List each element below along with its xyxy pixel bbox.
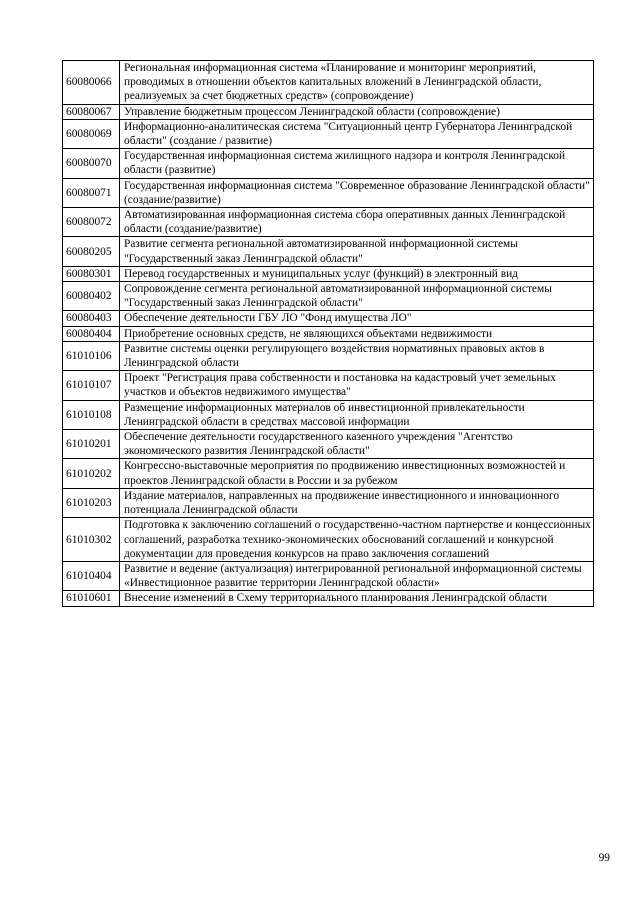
row-name: Развитие сегмента региональной автоматизированной информационной системы "Государственный заказ Ленинградской области"	[120, 237, 594, 266]
row-name: Размещение информационных материалов об инвестиционной привлекательности Ленинградской области в средствах массовой информации	[120, 400, 594, 429]
row-name: Управление бюджетным процессом Ленинградской области (сопровождение)	[120, 104, 594, 119]
table-row	[63, 266, 594, 281]
row-code: 61010601	[63, 591, 120, 606]
row-code: 61010107	[63, 371, 120, 400]
table-row	[63, 459, 594, 488]
row-code: 60080301	[63, 266, 120, 281]
table-row	[63, 326, 594, 341]
row-code: 60080402	[63, 282, 120, 311]
budget-codes-table	[62, 60, 594, 607]
table-row	[63, 61, 594, 105]
row-name: Обеспечение деятельности государственного казенного учреждения "Агентство экономического развития Ленинградской области"	[120, 430, 594, 459]
row-name: Подготовка к заключению соглашений о государственно-частном партнерстве и концессионных соглашений, разработка технико-экономических обоснований соглашений и конкурсной документации для проведения конкурсов на право заключения соглашений	[120, 518, 594, 562]
row-code: 61010201	[63, 430, 120, 459]
row-code: 60080404	[63, 326, 120, 341]
table-row	[63, 178, 594, 207]
row-name: Автоматизированная информационная система сбора оперативных данных Ленинградской области (создание/развитие)	[120, 208, 594, 237]
page-number: 99	[598, 852, 610, 864]
table-row	[63, 311, 594, 326]
row-name: Обеспечение деятельности ГБУ ЛО "Фонд имущества ЛО"	[120, 311, 594, 326]
row-code: 61010108	[63, 400, 120, 429]
table-row	[63, 561, 594, 590]
table-row	[63, 104, 594, 119]
row-code: 60080205	[63, 237, 120, 266]
table-row	[63, 430, 594, 459]
table-row	[63, 341, 594, 370]
row-name: Государственная информационная система "Современное образование Ленинградской области" (создание/развитие)	[120, 178, 594, 207]
table-row	[63, 237, 594, 266]
table-row	[63, 208, 594, 237]
row-name: Сопровождение сегмента региональной автоматизированной информационной системы "Государственный заказ Ленинградской области"	[120, 282, 594, 311]
row-name: Конгрессно-выставочные мероприятия по продвижению инвестиционных возможностей и проектов Ленинградской области в России и за рубежом	[120, 459, 594, 488]
row-code: 61010302	[63, 518, 120, 562]
table-row	[63, 119, 594, 148]
row-name: Приобретение основных средств, не являющихся объектами недвижимости	[120, 326, 594, 341]
table-body	[63, 61, 594, 607]
row-code: 60080403	[63, 311, 120, 326]
row-code: 60080070	[63, 149, 120, 178]
row-name: Издание материалов, направленных на продвижение инвестиционного и инновационного потенциала Ленинградской области	[120, 488, 594, 517]
row-code: 60080072	[63, 208, 120, 237]
table-row	[63, 400, 594, 429]
row-name: Государственная информационная система жилищного надзора и контроля Ленинградской области (развитие)	[120, 149, 594, 178]
table-row	[63, 488, 594, 517]
row-code: 60080067	[63, 104, 120, 119]
row-code: 61010404	[63, 561, 120, 590]
row-name: Развитие и ведение (актуализация) интегрированной региональной информационной системы «Инвестиционное развитие территории Ленинградской области»	[120, 561, 594, 590]
table-row	[63, 591, 594, 606]
row-code: 61010202	[63, 459, 120, 488]
table-row	[63, 149, 594, 178]
row-name: Внесение изменений в Схему территориального планирования Ленинградской области	[120, 591, 594, 606]
row-code: 60080071	[63, 178, 120, 207]
table-row	[63, 282, 594, 311]
row-code: 60080066	[63, 61, 120, 105]
table-row	[63, 518, 594, 562]
row-name: Региональная информационная система «Планирование и мониторинг мероприятий, проводимых в отношении объектов капитальных вложений в Ленинградской области, реализуемых за счет бюджетных средств» (сопровождение)	[120, 61, 594, 105]
row-name: Перевод государственных и муниципальных услуг (функций) в электронный вид	[120, 266, 594, 281]
row-code: 61010106	[63, 341, 120, 370]
row-name: Проект "Регистрация права собственности и постановка на кадастровый учет земельных участков и объектов недвижимого имущества"	[120, 371, 594, 400]
row-name: Информационно-аналитическая система "Ситуационный центр Губернатора Ленинградской области" (создание / развитие)	[120, 119, 594, 148]
row-name: Развитие системы оценки регулирующего воздействия нормативных правовых актов в Ленинградской области	[120, 341, 594, 370]
row-code: 61010203	[63, 488, 120, 517]
table-row	[63, 371, 594, 400]
row-code: 60080069	[63, 119, 120, 148]
